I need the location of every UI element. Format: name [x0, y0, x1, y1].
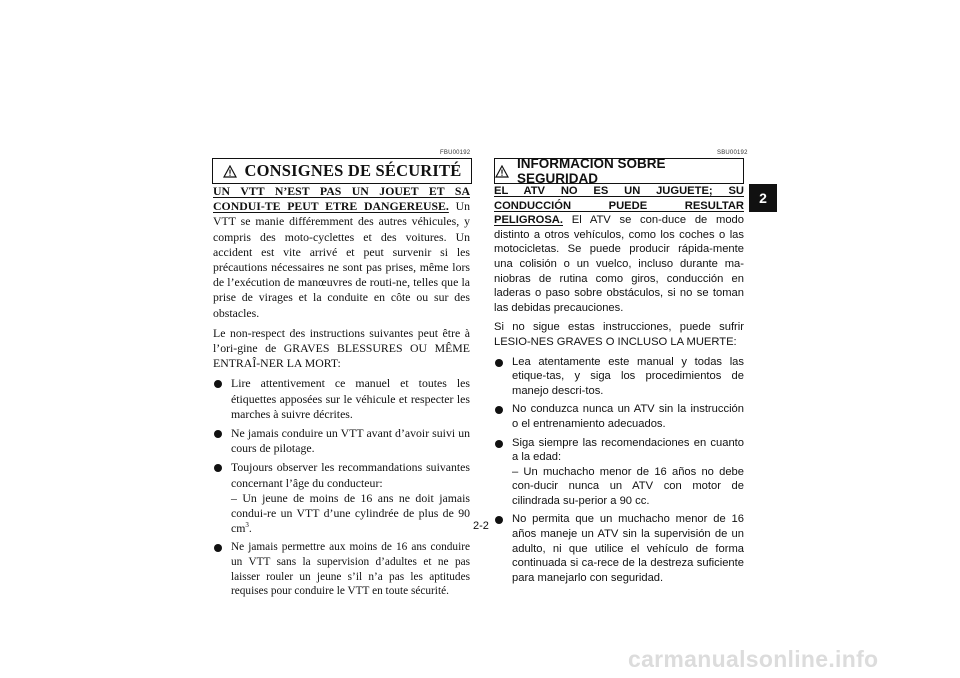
- spanish-column: [494, 184, 744, 589]
- list-item: No permita que un muchacho menor de 16 años maneje un ATV sin la supervisión de un adulto, ni que utilice el vehículo de forma continuada si ca-rece de la destreza suficiente para manejarlo con seguridad.: [494, 512, 744, 585]
- bullet-icon: [214, 430, 222, 438]
- list-item: Siga siempre las recomendaciones en cuanto a la edad: – Un muchacho menor de 16 años no debe con-ducir nunca un ATV con motor de cilindrada su-perior a 90 cc.: [494, 436, 744, 509]
- french-lead: UN VTT N’EST PAS UN JOUET ET SA CONDUI-TE PEUT ETRE DANGEREUSE.: [213, 184, 470, 214]
- bullet-icon: [214, 380, 222, 388]
- french-age-rule: – Un jeune de moins de 16 ans ne doit jamais condui-re un VTT d’une cylindrée de plus de 90 $cm^3$.: [231, 490, 470, 536]
- french-section-code: FBU00192: [440, 150, 471, 156]
- french-list: [213, 376, 470, 598]
- spanish-list: [494, 355, 744, 586]
- page-number: 2-2: [473, 520, 489, 532]
- list-item: Lea atentamente este manual y todas las etique-tas, y siga los procedimientos de manejo descri-tos.: [494, 355, 744, 399]
- spanish-section-code: SBU00192: [717, 150, 748, 156]
- list-item: Ne jamais conduire un VTT avant d’avoir suivi un cours de pilotage.: [213, 426, 470, 456]
- french-column: [213, 184, 470, 603]
- french-lead-paragraph: [213, 184, 470, 321]
- list-item: Toujours observer les recommandations suivantes concernant l’âge du conducteur: – Un jeune de moins de 16 ans ne doit jamais condui-re un VTT d’une cylindrée de plus de 90 $cm^3$.: [213, 460, 470, 536]
- spanish-lead: EL ATV NO ES UN JUGUETE; SU CONDUCCIÓN PUEDE RESULTAR PELIGROSA.: [494, 185, 744, 227]
- spanish-title: INFORMACION SOBRE SEGURIDAD: [517, 156, 666, 186]
- spanish-age-rule: – Un muchacho menor de 16 años no debe con-ducir nunca un ATV con motor de cilindrada su-perior a 90 cc.: [512, 465, 744, 507]
- french-intro: Le non-respect des instructions suivantes peut être à l’ori-gine de GRAVES BLESSURES OU MÊME ENTRAÎ-NER LA MORT:: [213, 325, 470, 371]
- spanish-intro: Si no sigue estas instrucciones, puede sufrir LESIO-NES GRAVES O INCLUSO LA MUERTE:: [494, 321, 744, 348]
- spanish-title-box: [494, 158, 744, 184]
- list-item: Ne jamais permettre aux moins de 16 ans conduire un VTT sans la supervision d’adultes et ne pas laisser rouler un jeune s’il n’a pas les aptitudes requises pour conduire le VTT en toute sécurité.: [213, 540, 470, 598]
- french-title: CONSIGNES DE SÉCURITÉ: [244, 161, 462, 180]
- chapter-tab: 2: [749, 184, 777, 212]
- bullet-icon: [214, 544, 222, 552]
- french-title-box: [212, 158, 472, 184]
- bullet-icon: [495, 516, 503, 524]
- spanish-lead-paragraph: [494, 184, 744, 315]
- french-lead-rest: Un VTT se manie différemment des autres véhicules, y compris des moto-cyclettes et des voitures. Un accident est vite arrivé et peut survenir si les précautions nécessaires ne sont pas prises, même lors de l’exécution de manœuvres de routi-ne, telles que la prise de virages et la conduite en côte ou sur des obstacles.: [213, 199, 470, 320]
- list-item: No conduzca nunca un ATV sin la instrucción o el entrenamiento adecuados.: [494, 402, 744, 431]
- watermark: carmanualsonline.info: [628, 646, 879, 672]
- bullet-icon: [495, 406, 503, 414]
- bullet-icon: [495, 440, 503, 448]
- warning-triangle-icon: [495, 165, 509, 178]
- bullet-icon: [495, 359, 503, 367]
- list-item: Lire attentivement ce manuel et toutes les étiquettes apposées sur le véhicule et respecter les marches à suivre décrites.: [213, 376, 470, 422]
- bullet-icon: [214, 464, 222, 472]
- warning-triangle-icon: [223, 165, 237, 178]
- spanish-lead-rest: El ATV se con-duce de modo distinto a otros vehículos, como los coches o las motocicletas. Se puede producir rápida-mente una colisión o un vuelco, incluso durante ma-niobras de rutina como giros, conducción en laderas o paso sobre obstáculos, si no se toman las debidas precauciones.: [494, 214, 744, 314]
